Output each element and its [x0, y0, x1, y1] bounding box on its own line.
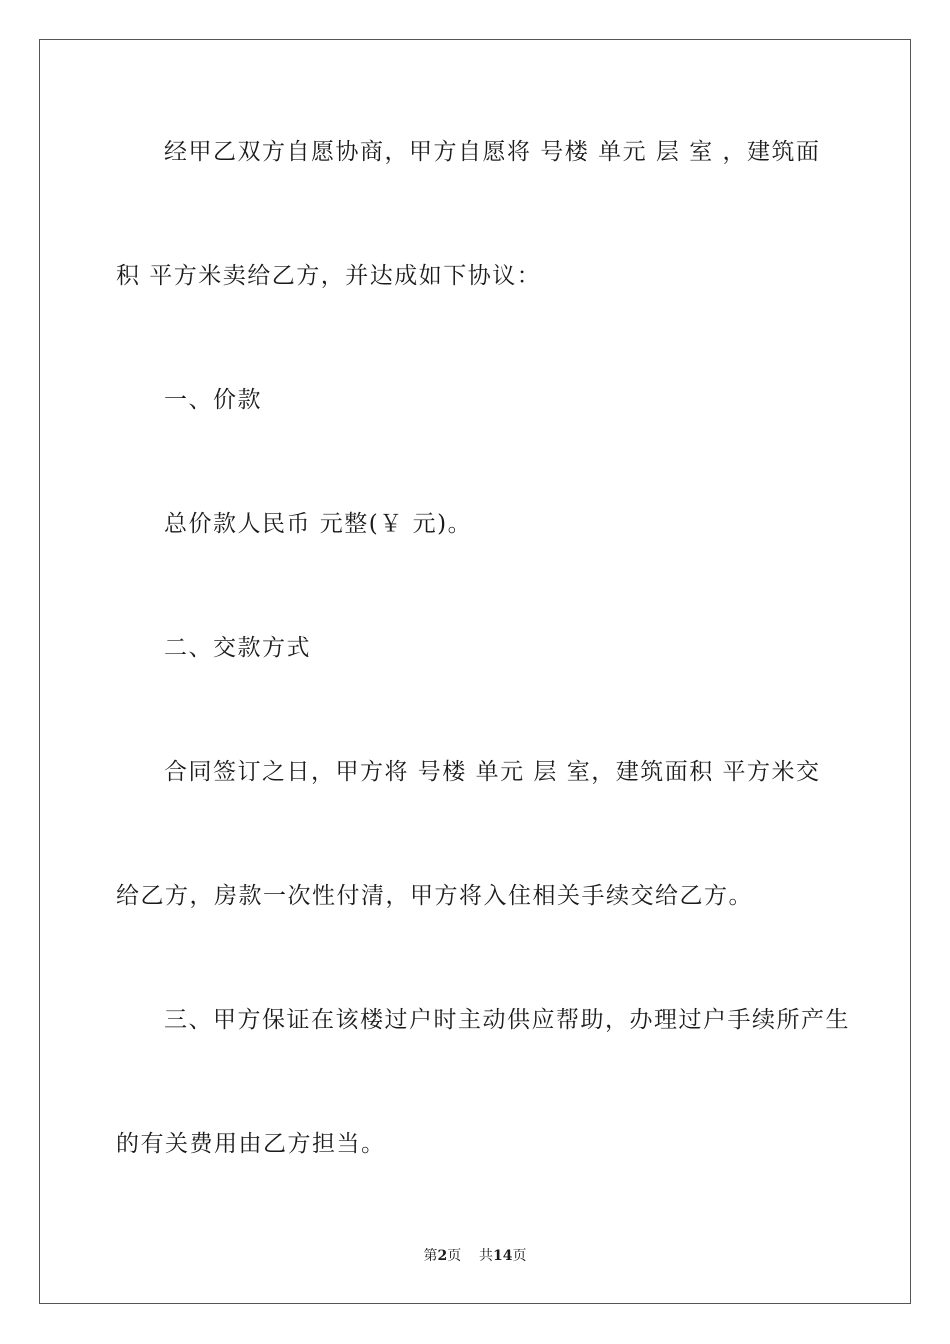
footer-total-prefix: 共 — [479, 1248, 494, 1264]
footer-total-pages: 14 — [493, 1248, 513, 1264]
footer-page-number: 2 — [437, 1248, 448, 1264]
paragraph-clause-3-line-2: 的有关费用由乙方担当。 — [116, 1131, 386, 1157]
paragraph-payment-line-1: 合同签订之日，甲方将 号楼 单元 层 室，建筑面积 平方米交 — [164, 759, 821, 785]
page-footer — [0, 1247, 950, 1265]
section-heading-payment-method: 二、交款方式 — [164, 635, 311, 661]
paragraph-intro-line-2: 积 平方米卖给乙方，并达成如下协议： — [116, 263, 542, 289]
paragraph-payment-line-2: 给乙方，房款一次性付清，甲方将入住相关手续交给乙方。 — [116, 883, 753, 909]
footer-total-suffix: 页 — [512, 1248, 527, 1264]
section-heading-price: 一、价款 — [164, 387, 262, 413]
paragraph-clause-3-line-1: 三、甲方保证在该楼过户时主动供应帮助，办理过户手续所产生 — [164, 1007, 850, 1033]
page-border — [39, 39, 911, 1304]
paragraph-intro-line-1: 经甲乙双方自愿协商，甲方自愿将 号楼 单元 层 室 ，建筑面 — [164, 139, 821, 165]
footer-page-suffix: 页 — [447, 1248, 462, 1264]
paragraph-total-price: 总价款人民币 元整(￥ 元)。 — [164, 511, 473, 537]
footer-page-prefix: 第 — [423, 1248, 438, 1264]
